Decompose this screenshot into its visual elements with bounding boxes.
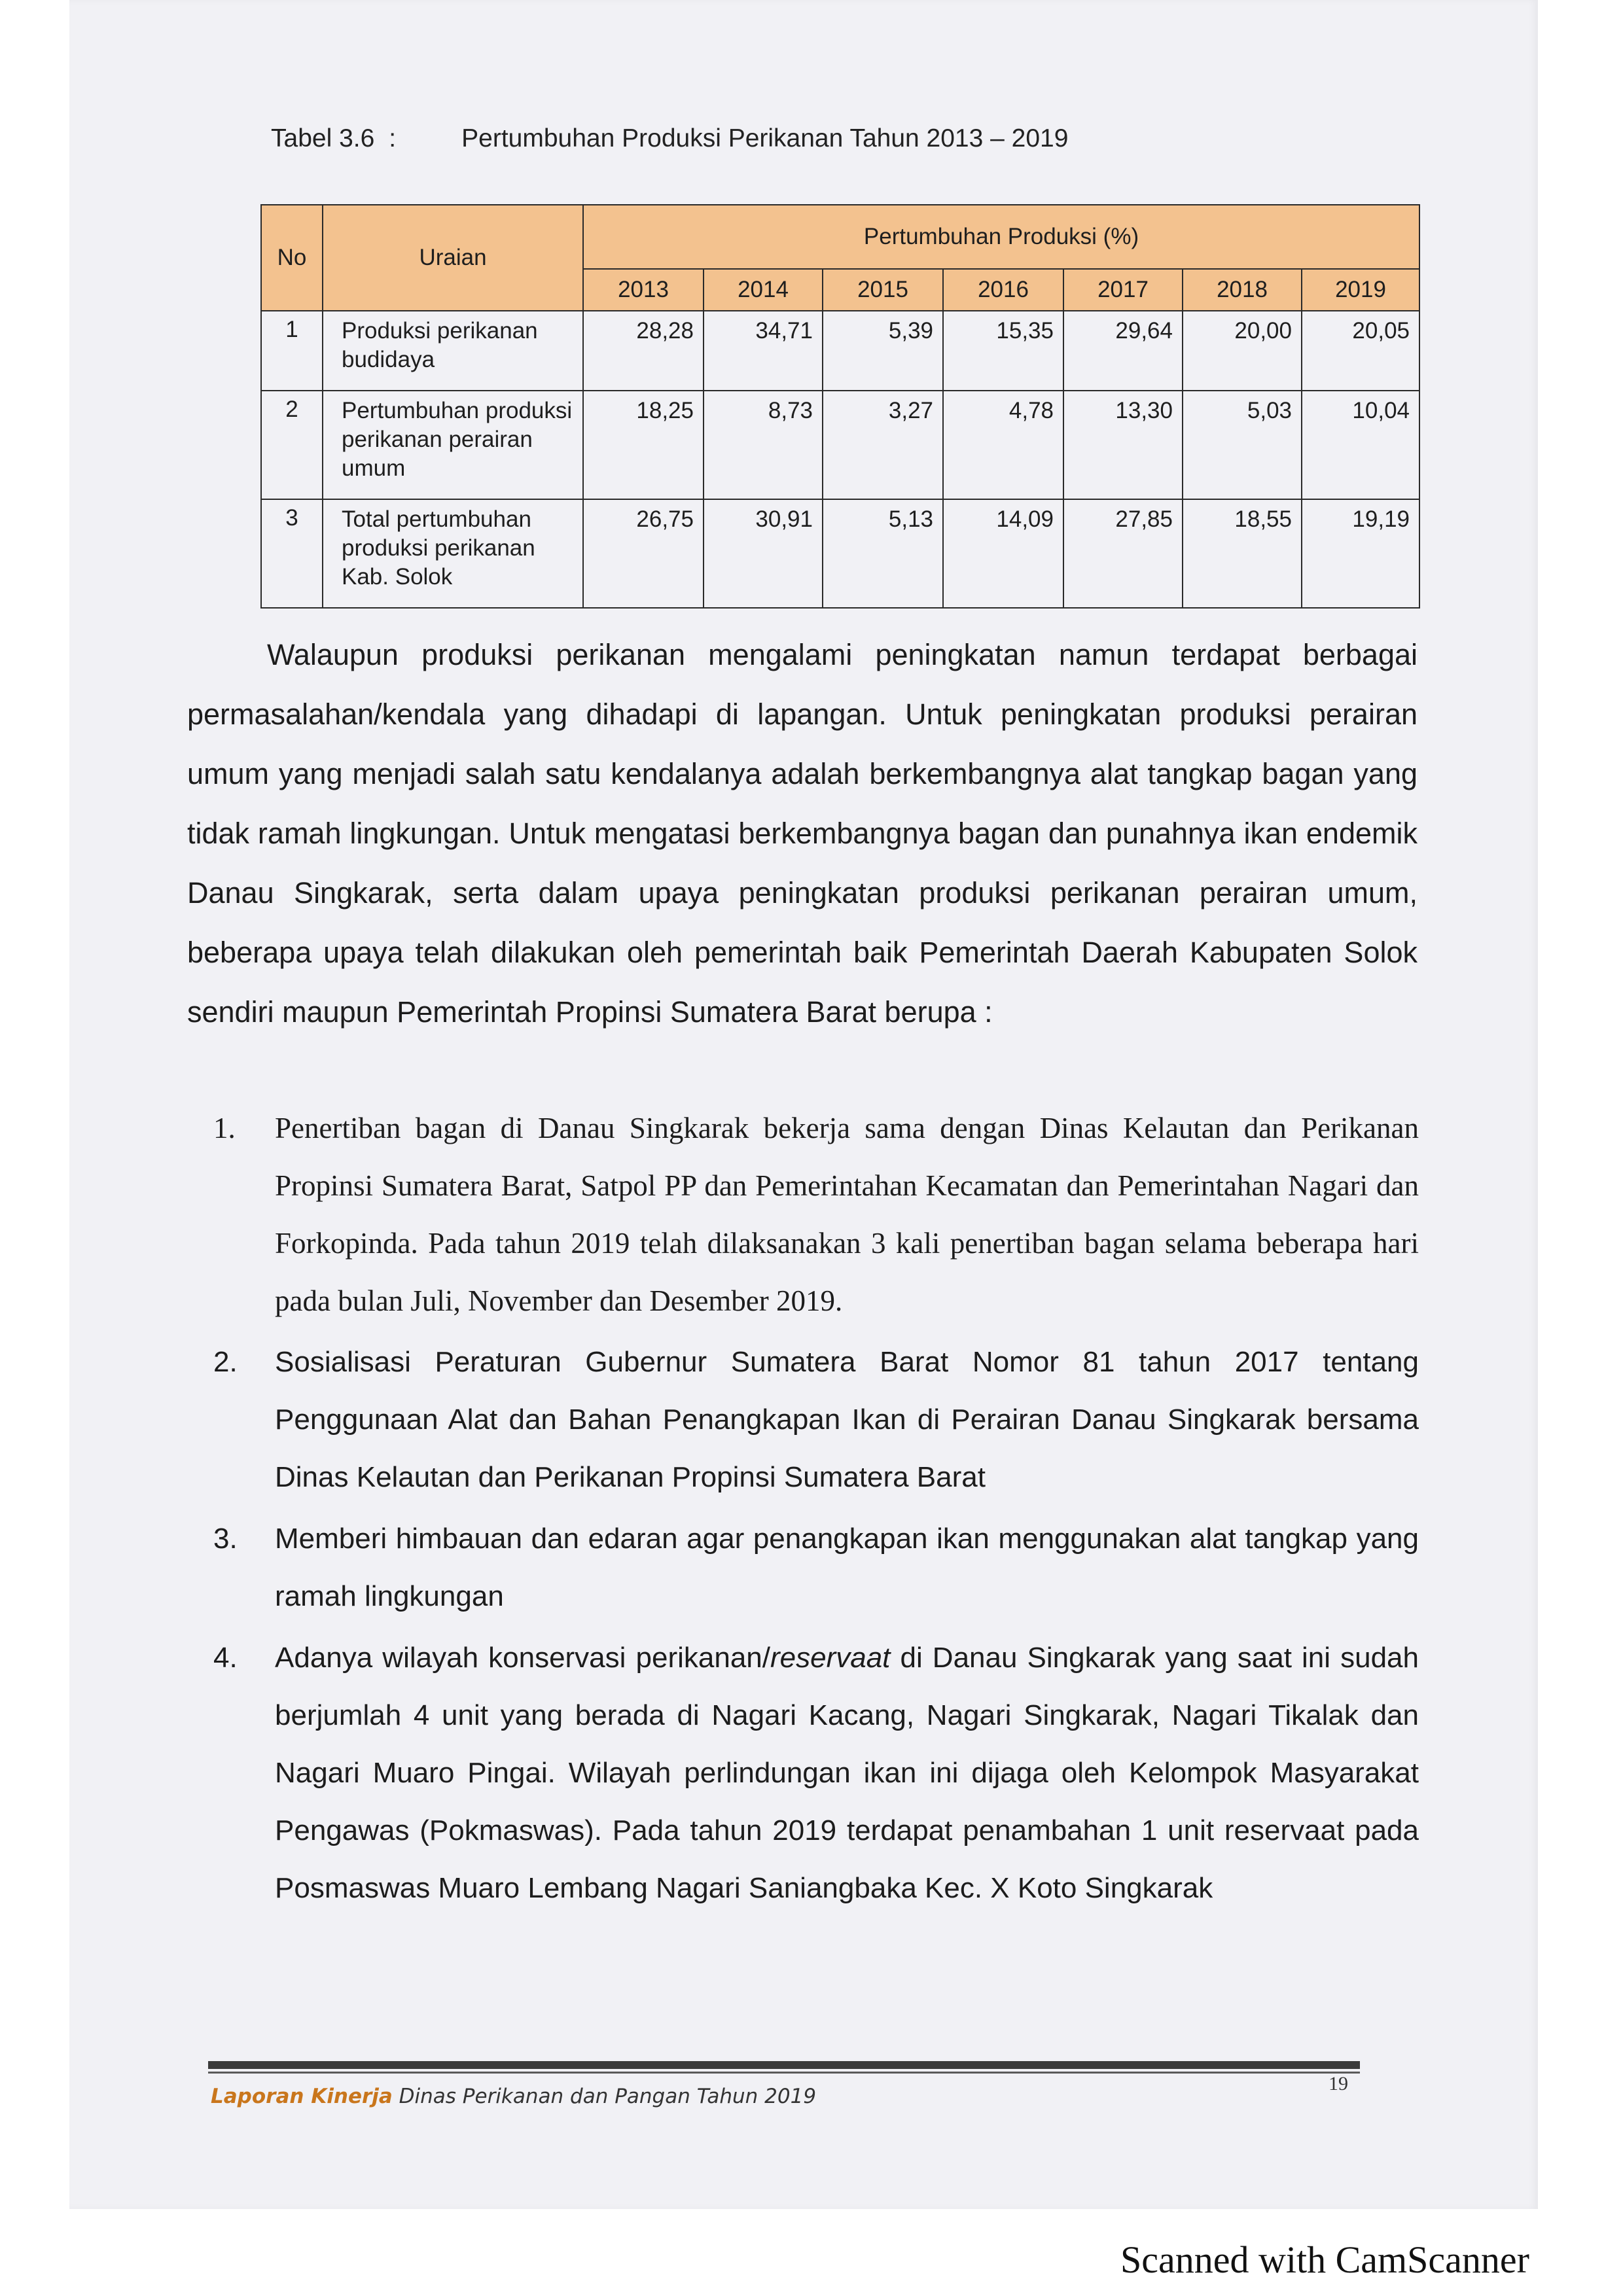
header-year: 2018 [1183,269,1302,311]
list-item [190,1510,1419,1625]
cell-value: 4,78 [943,391,1063,499]
footer-text [211,2085,816,2108]
footer-rule-thin [208,2072,1360,2074]
table-caption-label: Tabel 3.6 [271,124,375,152]
page-number: 19 [1329,2073,1348,2094]
cell-value: 13,30 [1063,391,1183,499]
cell-value: 20,00 [1183,311,1302,391]
header-growth-group: Pertumbuhan Produksi (%) [583,205,1419,269]
cell-value: 14,09 [943,499,1063,608]
cell-uraian: Total pertumbuhan produksi perikanan Kab. Solok [323,499,583,608]
cell-value: 3,27 [823,391,943,499]
list-item-number: 4. [213,1642,238,1674]
header-year: 2017 [1063,269,1183,311]
production-growth-table [260,204,1420,609]
list-item [190,1099,1419,1330]
header-year: 2016 [943,269,1063,311]
cell-value: 26,75 [583,499,704,608]
table-caption-separator: : [389,124,397,152]
cell-no: 2 [261,391,323,499]
cell-value: 5,13 [823,499,943,608]
header-year: 2013 [583,269,704,311]
table-row [261,499,1419,608]
cell-value: 10,04 [1302,391,1419,499]
cell-value: 34,71 [704,311,823,391]
list-item-number: 2. [213,1346,238,1378]
table-caption-title: Pertumbuhan Produksi Perikanan Tahun 2013 – 2019 [461,124,1069,152]
scanner-watermark: Scanned with CamScanner [1120,2238,1529,2281]
cell-value: 8,73 [704,391,823,499]
list-item-text: Penertiban bagan di Danau Singkarak bekerja sama dengan Dinas Kelautan dan Perikanan Propinsi Sumatera Barat, Satpol PP dan Pemerintahan Kecamatan dan Pemerintahan Nagari dan Forkopinda. Pada tahun 2019 telah dilaksanakan 3 kali penertiban bagan selama beberapa hari pada bulan Juli, November dan Desember 2019. [275,1112,1419,1317]
cell-value: 18,55 [1183,499,1302,608]
measures-list [190,1099,1419,1917]
cell-value: 5,03 [1183,391,1302,499]
header-year: 2015 [823,269,943,311]
list-item-text-start: Adanya wilayah konservasi perikanan/ [275,1642,770,1674]
cell-no: 1 [261,311,323,391]
list-item [190,1629,1419,1917]
header-uraian: Uraian [323,205,583,311]
cell-uraian: Produksi perikanan budidaya [323,311,583,391]
cell-value: 19,19 [1302,499,1419,608]
list-item-text: Memberi himbauan dan edaran agar penangkapan ikan menggunakan alat tangkap yang ramah lingkungan [275,1523,1419,1612]
list-item-number: 1. [213,1112,236,1144]
table-caption [271,124,1068,153]
cell-value: 15,35 [943,311,1063,391]
cell-uraian: Pertumbuhan produksi perikanan perairan umum [323,391,583,499]
cell-value: 29,64 [1063,311,1183,391]
table-row [261,311,1419,391]
header-year: 2014 [704,269,823,311]
cell-no: 3 [261,499,323,608]
cell-value: 30,91 [704,499,823,608]
table-row [261,391,1419,499]
footer-title: Dinas Perikanan dan Pangan Tahun 2019 [392,2085,817,2108]
list-item-text: Sosialisasi Peraturan Gubernur Sumatera Barat Nomor 81 tahun 2017 tentang Penggunaan Alat dan Bahan Penangkapan Ikan di Perairan Danau Singkarak bersama Dinas Kelautan dan Perikanan Propinsi Sumatera Barat [275,1346,1419,1493]
cell-value: 28,28 [583,311,704,391]
footer-brand: Laporan Kinerja [211,2085,393,2108]
cell-value: 27,85 [1063,499,1183,608]
header-year: 2019 [1302,269,1419,311]
footer-rule [208,2061,1360,2069]
header-no: No [261,205,323,311]
cell-value: 5,39 [823,311,943,391]
cell-value: 20,05 [1302,311,1419,391]
body-paragraph: Walaupun produksi perikanan mengalami peningkatan namun terdapat berbagai permasalahan/kendala yang dihadapi di lapangan. Untuk peningkatan produksi perairan umum yang menjadi salah satu kendalanya adalah berkembangnya alat tangkap bagan yang tidak ramah lingkungan. Untuk mengatasi berkembangnya bagan dan punahnya ikan endemik Danau Singkarak, serta dalam upaya peningkatan produksi perikanan perairan umum, beberapa upaya telah dilakukan oleh pemerintah baik Pemerintah Daerah Kabupaten Solok sendiri maupun Pemerintah Propinsi Sumatera Barat berupa : [187,638,1418,1029]
list-item-text-end: di Danau Singkarak yang saat ini sudah berjumlah 4 unit yang berada di Nagari Kacang, Nagari Singkarak, Nagari Tikalak dan Nagari Muaro Pingai. Wilayah perlindungan ikan ini dijaga oleh Kelompok Masyarakat Pengawas (Pokmaswas). Pada tahun 2019 terdapat penambahan 1 unit reservaat pada Posmaswas Muaro Lembang Nagari Saniangbaka Kec. X Koto Singkarak [275,1642,1419,1904]
list-item [190,1333,1419,1506]
list-item-text-italic: reservaat [770,1642,891,1674]
list-item-number: 3. [213,1523,238,1555]
cell-value: 18,25 [583,391,704,499]
